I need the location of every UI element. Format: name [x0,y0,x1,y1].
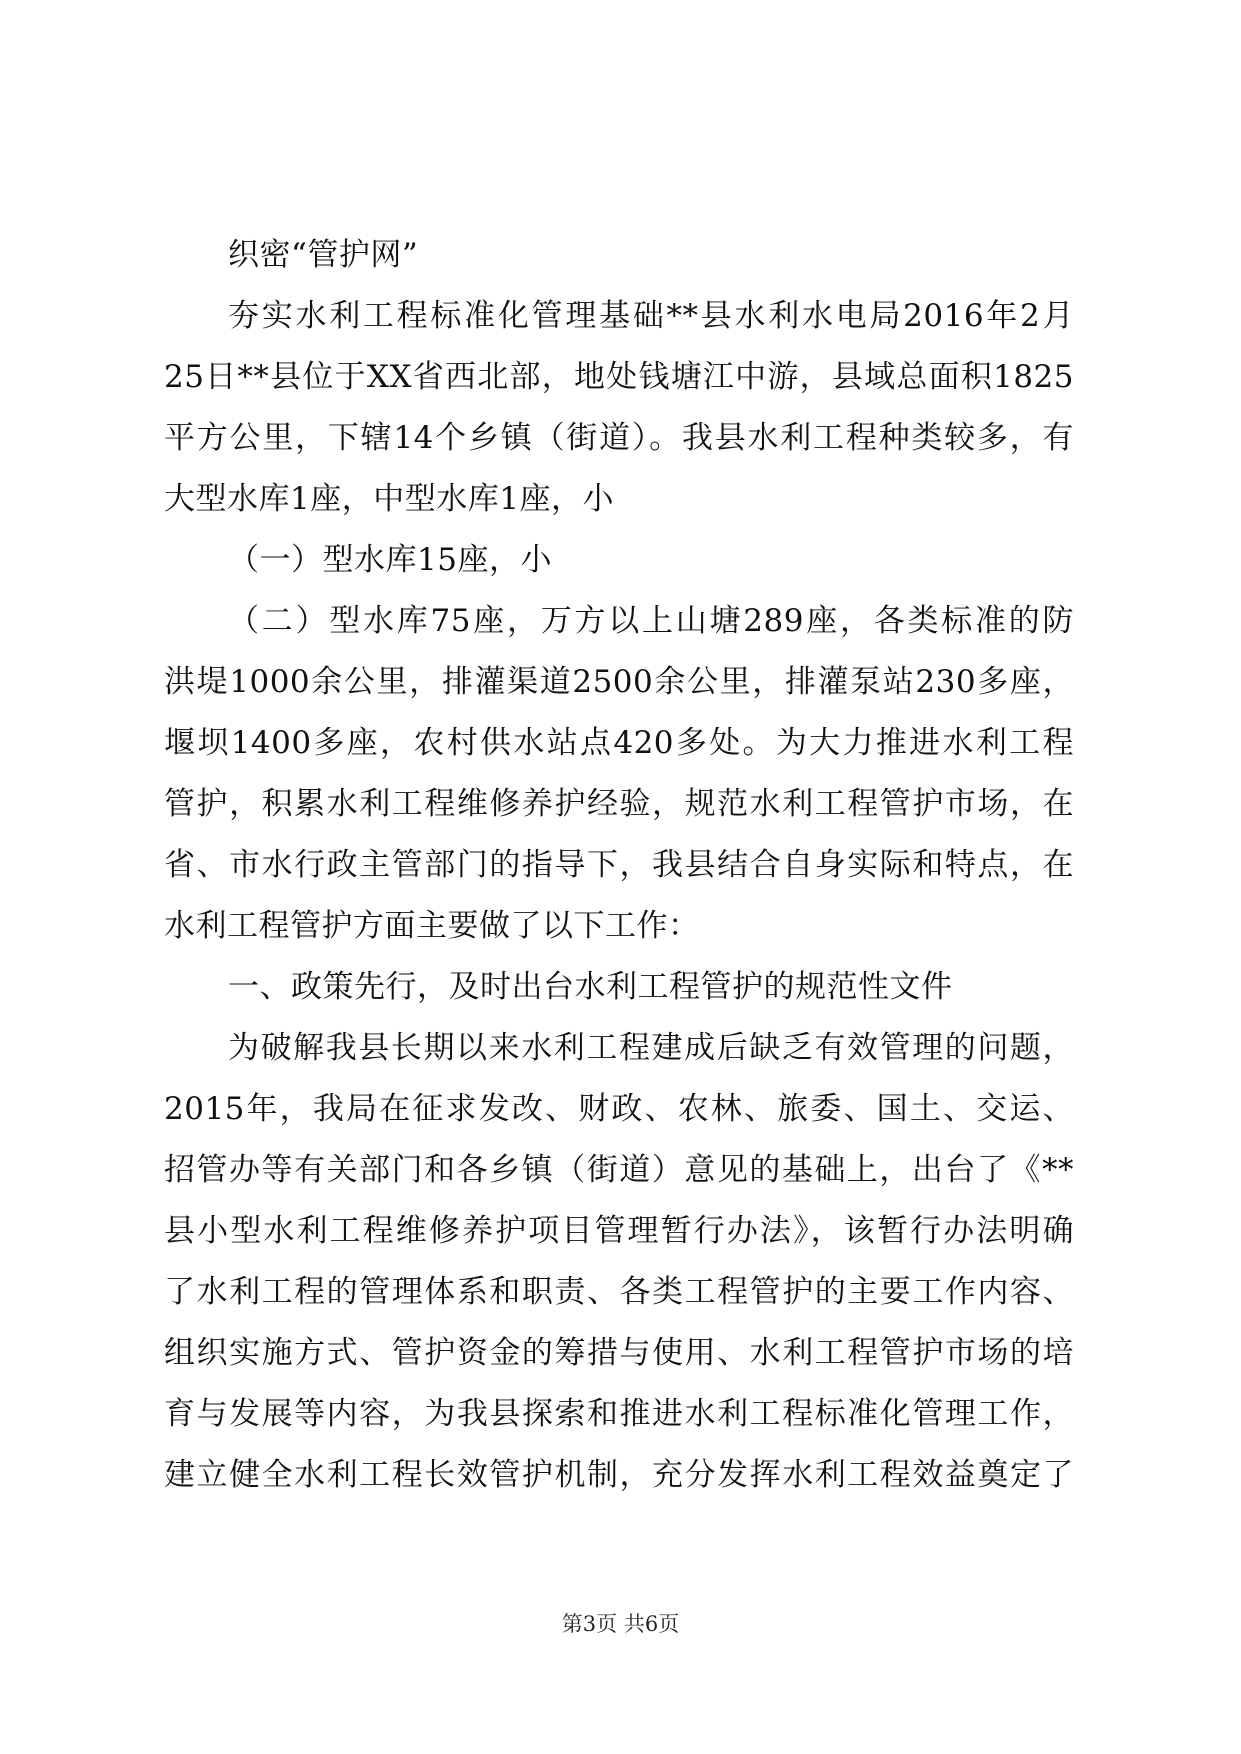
text-line: 夯实水利工程标准化管理基础**县水利水电局2016年2月 [228,298,1074,334]
text-line: 平方公里，下辖14个乡镇（街道）。我县水利工程种类较多，有 [164,420,1074,456]
text-line: 水利工程管护方面主要做了以下工作： [164,908,700,944]
section-heading: 织密“管护网” [228,237,419,273]
text-line: 25日**县位于XX省西北部，地处钱塘江中游，县域总面积1825 [164,359,1074,395]
text-line: 为破解我县长期以来水利工程建成后缺乏有效管理的问题， [228,1030,1074,1066]
text-line: 育与发展等内容，为我县探索和推进水利工程标准化管理工作， [164,1396,1074,1432]
text-line: 管护，积累水利工程维修养护经验，规范水利工程管护市场，在 [164,786,1074,822]
text-line: 了水利工程的管理体系和职责、各类工程管护的主要工作内容、 [164,1274,1074,1310]
text-line: 县小型水利工程维修养护项目管理暂行办法》，该暂行办法明确 [164,1213,1074,1249]
text-line: 组织实施方式、管护资金的筹措与使用、水利工程管护市场的培 [164,1335,1074,1371]
text-line: （二）型水库75座，万方以上山塘289座，各类标准的防 [228,603,1074,639]
text-line: 2015年，我局在征求发改、财政、农林、旅委、国土、交运、 [164,1091,1074,1127]
text-line: 招管办等有关部门和各乡镇（街道）意见的基础上，出台了《** [164,1152,1074,1188]
text-line: 建立健全水利工程长效管护机制，充分发挥水利工程效益奠定了 [164,1457,1074,1493]
document-body [164,225,1074,1506]
text-line: （一）型水库15座，小 [228,542,552,578]
text-line: 洪堤1000余公里，排灌渠道2500余公里，排灌泵站230多座， [164,664,1074,700]
text-line: 堰坝1400多座，农村供水站点420多处。为大力推进水利工程 [164,725,1074,761]
section-heading: 一、政策先行，及时出台水利工程管护的规范性文件 [228,969,953,1005]
text-line: 省、市水行政主管部门的指导下，我县结合自身实际和特点，在 [164,847,1074,883]
text-line: 大型水库1座，中型水库1座，小 [164,481,614,517]
page-number-footer: 第3页 共6页 [561,1612,680,1636]
